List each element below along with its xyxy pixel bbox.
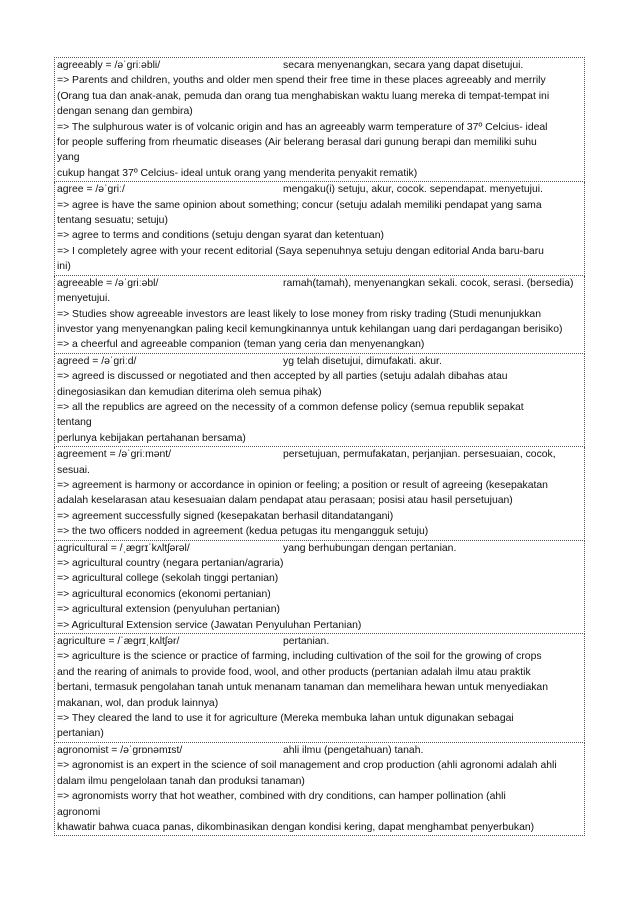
- entry-translation: yang berhubungan dengan pertanian.: [283, 542, 457, 554]
- entry-text-line: => a cheerful and agreeable companion (teman yang ceria dan menyenangkan): [57, 339, 425, 351]
- entry-text-line: tentang sesuatu; setuju): [57, 215, 168, 227]
- entry-headline: [57, 541, 582, 556]
- entry-text-line: sesuai.: [57, 464, 90, 476]
- entry-text-line: => agronomist is an expert in the science of soil management and crop production (ahli agronomi adalah ahli: [57, 760, 557, 772]
- dictionary-document: [54, 57, 585, 836]
- entry-text-line: bertani, termasuk pengolahan tanah untuk menanam tanaman dan memelihara hewan untuk menyediakan: [57, 682, 548, 694]
- entry-text-line: dengan senang dan gembira): [57, 106, 193, 118]
- entry-text-line: => agreement is harmony or accordance in opinion or feeling; a position or result of agreeing (kesepakatan: [57, 479, 548, 491]
- entry-text-line: => agricultural country (negara pertanian/agraria): [57, 558, 284, 569]
- entry-text-line: makanan, wol, dan produk lainnya): [57, 697, 219, 709]
- entry-text-line: adalah keselarasan atau kesesuaian dalam pendapat atau perasaan; posisi atau hasil persetujuan): [57, 495, 513, 507]
- entry-text-line: khawatir bahwa cuaca panas, dikombinasikan dengan kondisi kering, dapat menghambat penyerbukan): [57, 821, 535, 833]
- entry-translation: mengaku(i) setuju, akur, cocok. sependapat. menyetujui.: [283, 184, 543, 196]
- entry-word-pronunciation: agriculture = /ˈæɡrɪˌkʌltʃər/: [57, 636, 180, 648]
- entry-word-pronunciation: agreeably = /əˈɡriːəbli/: [57, 60, 161, 71]
- entry-text-line: tentang: [57, 417, 92, 429]
- entry-text-line: => the two officers nodded in agreement (kedua petugas itu mengangguk setuju): [57, 526, 429, 538]
- entry-word-pronunciation: agreed = /əˈɡriːd/: [57, 355, 137, 367]
- dictionary-entry: [54, 634, 585, 743]
- entry-text-line: perlunya kebijakan pertahanan bersama): [57, 432, 246, 444]
- entry-text-line: => agricultural economics (ekonomi pertanian): [57, 588, 271, 600]
- entry-headline: [57, 276, 582, 291]
- dictionary-entry: [54, 354, 585, 447]
- entry-text-line: yang: [57, 152, 80, 164]
- entry-word-pronunciation: agricultural = /ˌæɡrɪˈkʌltʃərəl/: [57, 542, 190, 554]
- entry-text-line: => agreement successfully signed (kesepakatan berhasil ditandatangani): [57, 510, 394, 522]
- entry-translation: yg telah disetujui, dimufakati. akur.: [283, 355, 442, 367]
- entry-headline: [57, 634, 582, 649]
- entry-text-line: => The sulphurous water is of volcanic origin and has an agreeably warm temperature of 37º Celcius- ideal: [57, 121, 548, 133]
- entry-text-line: and the rearing of animals to provide food, wool, and other products (pertanian adalah ilmu atau praktik: [57, 666, 531, 678]
- entry-text-line: => agricultural extension (penyuluhan pertanian): [57, 604, 280, 616]
- entry-text-line: => agriculture is the science or practice of farming, including cultivation of the soil for the growing of crops: [57, 651, 542, 663]
- dictionary-entry: [54, 57, 585, 182]
- entry-text-line: ini): [57, 261, 71, 273]
- entry-text-line: menyetujui.: [57, 293, 111, 305]
- entry-translation: ramah(tamah), menyenangkan sekali. cocok, serasi. (bersedia): [283, 277, 574, 289]
- entry-text-line: => I completely agree with your recent editorial (Saya sepenuhnya setuju dengan editorial Anda baru-baru: [57, 245, 544, 257]
- entry-text-line: dalam ilmu pengelolaan tanah dan produksi tanaman): [57, 775, 305, 787]
- dictionary-entry: [54, 182, 585, 275]
- entry-word-pronunciation: agreement = /əˈɡriːmənt/: [57, 449, 172, 461]
- entry-text-line: => Parents and children, youths and older men spend their free time in these places agreeably and merrily: [57, 75, 546, 87]
- entry-headline: [57, 182, 582, 197]
- entry-text-line: => Studies show agreeable investors are least likely to lose money from risky trading (Studi menunjukkan: [57, 308, 541, 320]
- entry-text-line: => They cleared the land to use it for agriculture (Mereka membuka lahan untuk digunakan sebagai: [57, 713, 514, 725]
- entry-text-line: (Orang tua dan anak-anak, pemuda dan orang tua menghabiskan waktu luang mereka di tempat-tempat ini: [57, 90, 550, 102]
- entry-text-line: => agree is have the same opinion about something; concur (setuju adalah memiliki pendapat yang sama: [57, 199, 542, 211]
- entry-translation: persetujuan, permufakatan, perjanjian. persesuaian, cocok,: [283, 449, 556, 461]
- entry-text-line: => agricultural college (sekolah tinggi pertanian): [57, 573, 279, 585]
- entry-word-pronunciation: agronomist = /əˈɡrɒnəmɪst/: [57, 744, 183, 756]
- entry-text-line: pertanian): [57, 728, 104, 740]
- entry-translation: ahli ilmu (pengetahuan) tanah.: [283, 744, 424, 756]
- dictionary-entry: [54, 541, 585, 634]
- entry-word-pronunciation: agree = /əˈɡriː/: [57, 184, 125, 196]
- entry-text-line: => Agricultural Extension service (Jawatan Penyuluhan Pertanian): [57, 619, 362, 631]
- entry-text-line: => all the republics are agreed on the necessity of a common defense policy (semua republik sepakat: [57, 401, 524, 413]
- entry-headline: [57, 447, 582, 462]
- entry-translation: pertanian.: [283, 636, 330, 648]
- entry-text-line: => agreed is discussed or negotiated and then accepted by all parties (setuju adalah dibahas atau: [57, 371, 508, 383]
- entry-headline: [57, 354, 582, 369]
- entry-text-line: agronomi: [57, 806, 101, 818]
- dictionary-entry: [54, 447, 585, 540]
- entry-text-line: investor yang menyenangkan paling kecil kemungkinannya untuk kehilangan uang dari perdagangan berisiko): [57, 323, 563, 335]
- entry-translation: secara menyenangkan, secara yang dapat disetujui.: [283, 60, 524, 71]
- entry-text-line: => agree to terms and conditions (setuju dengan syarat dan ketentuan): [57, 230, 384, 242]
- dictionary-entry: [54, 743, 585, 836]
- entry-text-line: => agronomists worry that hot weather, combined with dry conditions, can hamper pollination (ahli: [57, 791, 506, 803]
- entry-word-pronunciation: agreeable = /əˈɡriːəbl/: [57, 277, 159, 289]
- entry-headline: [57, 743, 582, 758]
- dictionary-entry: [54, 276, 585, 354]
- entry-text-line: cukup hangat 37º Celcius- ideal untuk orang yang menderita penyakit rematik): [57, 167, 418, 179]
- entry-text-line: for people suffering from rheumatic diseases (Air belerang berasal dari gunung berapi dan memiliki suhu: [57, 137, 537, 149]
- entry-headline: [57, 58, 582, 73]
- entry-text-line: dinegosiasikan dan kemudian diterima oleh semua pihak): [57, 386, 322, 398]
